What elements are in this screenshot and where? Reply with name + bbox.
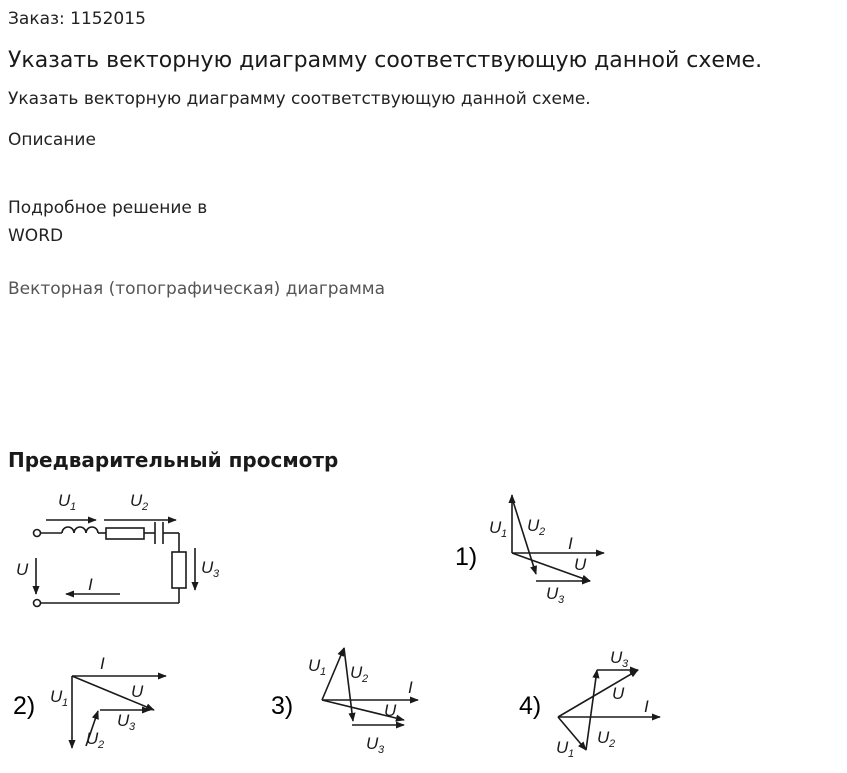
description-note: Векторная (топографическая) диаграмма (8, 279, 386, 299)
order-number: Заказ: 1152015 (8, 9, 146, 29)
svg-text:U: U (384, 701, 397, 720)
svg-text:U: U (86, 729, 99, 748)
svg-text:I: I (100, 654, 105, 673)
preview-heading: Предварительный просмотр (8, 448, 339, 472)
svg-text:U: U (131, 682, 144, 701)
svg-text:U: U (350, 663, 363, 682)
description-line-2: WORD (8, 226, 64, 246)
svg-text:U: U (366, 734, 379, 753)
svg-text:U: U (489, 518, 502, 537)
svg-text:U: U (612, 684, 625, 703)
svg-text:U: U (58, 491, 71, 510)
page-subtitle: Указать векторную диаграмму соответствующую данной схеме. (8, 89, 591, 109)
description-heading: Описание (8, 130, 96, 150)
svg-text:2: 2 (539, 526, 546, 538)
option-2-number: 2) (13, 692, 36, 720)
svg-text:I: I (568, 534, 573, 553)
svg-text:U: U (556, 738, 569, 757)
option-1-number: 1) (455, 543, 478, 571)
svg-text:2: 2 (362, 673, 369, 685)
svg-text:U: U (201, 558, 214, 577)
svg-text:2: 2 (142, 501, 149, 513)
svg-text:U: U (117, 711, 130, 730)
option-4-number: 4) (519, 692, 542, 720)
circuit-diagram (34, 520, 196, 607)
svg-text:U: U (16, 560, 29, 579)
circuit-labels (16, 491, 220, 594)
svg-text:U: U (574, 555, 587, 574)
vector-diagram-option-3 (271, 648, 418, 756)
svg-text:1: 1 (501, 528, 508, 540)
svg-text:2: 2 (98, 739, 105, 751)
option-3-number: 3) (271, 692, 294, 720)
vector-diagram-option-1 (455, 495, 604, 606)
svg-text:U: U (546, 584, 559, 603)
svg-text:U: U (527, 516, 540, 535)
svg-text:3: 3 (558, 594, 565, 606)
description-line-1: Подробное решение в (8, 198, 208, 218)
svg-text:U: U (610, 648, 623, 667)
terminal-bottom (34, 600, 41, 607)
svg-text:U: U (50, 687, 63, 706)
svg-text:U: U (130, 491, 143, 510)
svg-text:3: 3 (378, 744, 385, 756)
terminal-top (34, 530, 41, 537)
preview-figure (0, 478, 847, 773)
page-title: Указать векторную диаграмму соответствующую данной схеме. (8, 48, 763, 73)
svg-text:1: 1 (320, 666, 327, 678)
load-resistor-symbol (172, 552, 186, 588)
description-body (8, 194, 207, 250)
resistor-symbol (106, 528, 144, 539)
svg-text:1: 1 (62, 697, 69, 709)
svg-text:2: 2 (609, 738, 616, 750)
svg-text:U: U (308, 656, 321, 675)
svg-text:I: I (644, 697, 649, 716)
svg-text:3: 3 (213, 568, 220, 580)
svg-text:U: U (597, 728, 610, 747)
svg-text:1: 1 (70, 501, 77, 513)
inductor-symbol (62, 527, 98, 533)
svg-text:I: I (88, 575, 93, 594)
vector-diagram-option-4 (519, 648, 660, 760)
svg-text:3: 3 (622, 658, 629, 670)
svg-text:I: I (408, 678, 413, 697)
svg-text:1: 1 (568, 748, 575, 760)
vector-diagram-option-2 (13, 654, 166, 751)
svg-text:3: 3 (129, 721, 136, 733)
